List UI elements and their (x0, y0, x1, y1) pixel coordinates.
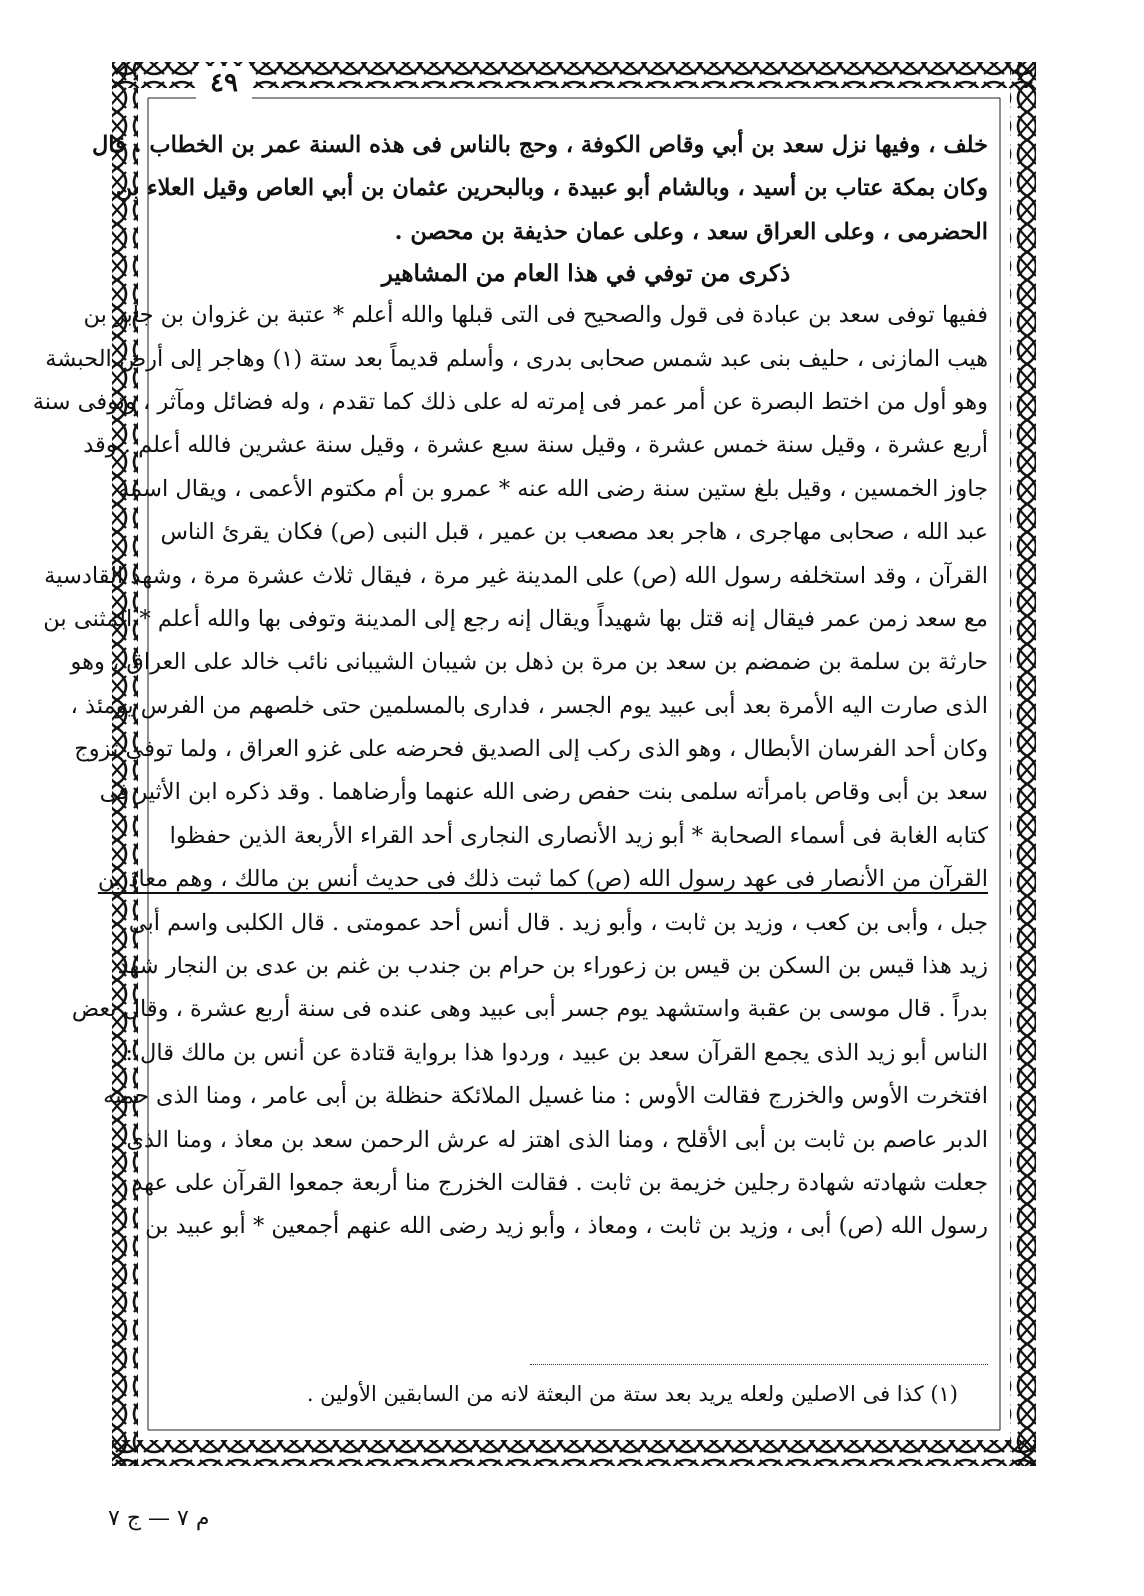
text-line: الذى صارت اليه الأمرة بعد أبى عبيد يوم الجسر ، فدارى بالمسلمين حتى خلصهم من الفرس يومئذ ، (70, 692, 988, 719)
page-number: ٤٩ (196, 66, 252, 100)
text-line: الحضرمى ، وعلى العراق سعد ، وعلى عمان حذيفة بن محصن . (394, 218, 988, 245)
border-right (1010, 62, 1036, 1466)
text-line: الناس أبو زيد الذى يجمع القرآن سعد بن عبيد ، وردوا هذا برواية قتادة عن أنس بن مالك قال : (125, 1039, 988, 1066)
text-line: القرآن ، وقد استخلفه رسول الله (ص) على المدينة غير مرة ، فيقال ثلاث عشرة مرة ، وشهد القادسية (44, 562, 988, 589)
text-line: حارثة بن سلمة بن ضمضم بن سعد بن مرة بن ذهل بن شيبان الشيبانى نائب خالد على العراق ، وهو (70, 649, 988, 676)
body-text (32, 124, 988, 1249)
text-line: وهو أول من اختط البصرة عن أمر عمر فى إمرته له على ذلك كما تقدم ، وله فضائل ومآثر ، وتوفى سنة (32, 388, 988, 415)
text-line: سعد بن أبى وقاص بامرأته سلمى بنت حفص رضى الله عنهما وأرضاهما . وقد ذكره ابن الأثير فى (99, 779, 988, 806)
section-heading: ذكرى من توفي في هذا العام من المشاهير (381, 260, 791, 288)
text-line: جاوز الخمسين ، وقيل بلغ ستين سنة رضى الله عنه * عمرو بن أم مكتوم الأعمى ، ويقال اسمه (118, 475, 988, 502)
text-line: وكان بمكة عتاب بن أسيد ، وبالشام أبو عبيدة ، وبالبحرين عثمان بن أبي العاص وقيل العلاء بن (115, 175, 988, 202)
footnote-separator (530, 1364, 988, 1365)
text-line: القرآن من الأنصار فى عهد رسول الله (ص) كما ثبت ذلك فى حديث أنس بن مالك ، وهم معاذ بن (97, 866, 988, 893)
signature-mark: م ٧ — ج ٧ (108, 1506, 210, 1531)
border-bottom (112, 1440, 1036, 1466)
text-line: مع سعد زمن عمر فيقال إنه قتل بها شهيداً ويقال إنه رجع إلى المدينة وتوفى بها والله أعلم * المثنى بن (43, 605, 988, 632)
text-line: ففيها توفى سعد بن عبادة فى قول والصحيح فى التى قبلها والله أعلم * عتبة بن غزوان بن جابر بن (83, 302, 988, 329)
text-line: كتابه الغابة فى أسماء الصحابة * أبو زيد الأنصارى النجارى أحد القراء الأربعة الذين حفظوا (169, 822, 988, 849)
text-line: جبل ، وأبى بن كعب ، وزيد بن ثابت ، وأبو زيد . قال أنس أحد عمومتى . قال الكلبى واسم أبى (128, 909, 988, 936)
text-line: زيد هذا قيس بن السكن بن قيس بن زعوراء بن حرام بن جندب بن غنم بن عدى بن النجار شهد (117, 953, 988, 980)
text-line: عبد الله ، صحابى مهاجرى ، هاجر بعد مصعب بن عمير ، قبل النبى (ص) فكان يقرئ الناس (160, 519, 988, 546)
text-line: بدراً . قال موسى بن عقبة واستشهد يوم جسر أبى عبيد وهى عنده فى سنة أربع عشرة ، وقال بعض (71, 996, 988, 1023)
text-line: خلف ، وفيها نزل سعد بن أبي وقاص الكوفة ، وحج بالناس فى هذه السنة عمر بن الخطاب . قال (91, 132, 988, 158)
text-line: جعلت شهادته شهادة رجلين خزيمة بن ثابت . فقالت الخزرج منا أربعة جمعوا القرآن على عهد (132, 1169, 988, 1196)
text-line: الدبر عاصم بن ثابت بن أبى الأقلح ، ومنا الذى اهتز له عرش الرحمن سعد بن معاذ ، ومنا الذى (126, 1126, 988, 1153)
text-line: هيب المازنى ، حليف بنى عبد شمس صحابى بدرى ، وأسلم قديماً بعد ستة (١) وهاجر إلى أرض الحبشة (45, 345, 988, 372)
text-line: افتخرت الأوس والخزرج فقالت الأوس : منا غسيل الملائكة حنظلة بن أبى عامر ، ومنا الذى حمته (103, 1083, 988, 1110)
footnote: (١) كذا فى الاصلين ولعله يريد بعد ستة من البعثة لانه من السابقين الأولين . (306, 1382, 958, 1406)
text-line: رسول الله (ص) أبى ، وزيد بن ثابت ، ومعاذ ، وأبو زيد رضى الله عنهم أجمعين * أبو عبيد بن (145, 1213, 988, 1240)
text-line: أربع عشرة ، وقيل سنة خمس عشرة ، وقيل سنة سبع عشرة ، وقيل سنة عشرين فالله أعلم . وقد (83, 432, 988, 459)
text-line: وكان أحد الفرسان الأبطال ، وهو الذى ركب إلى الصديق فحرضه على غزو العراق ، ولما توفى تزوج (74, 736, 988, 763)
